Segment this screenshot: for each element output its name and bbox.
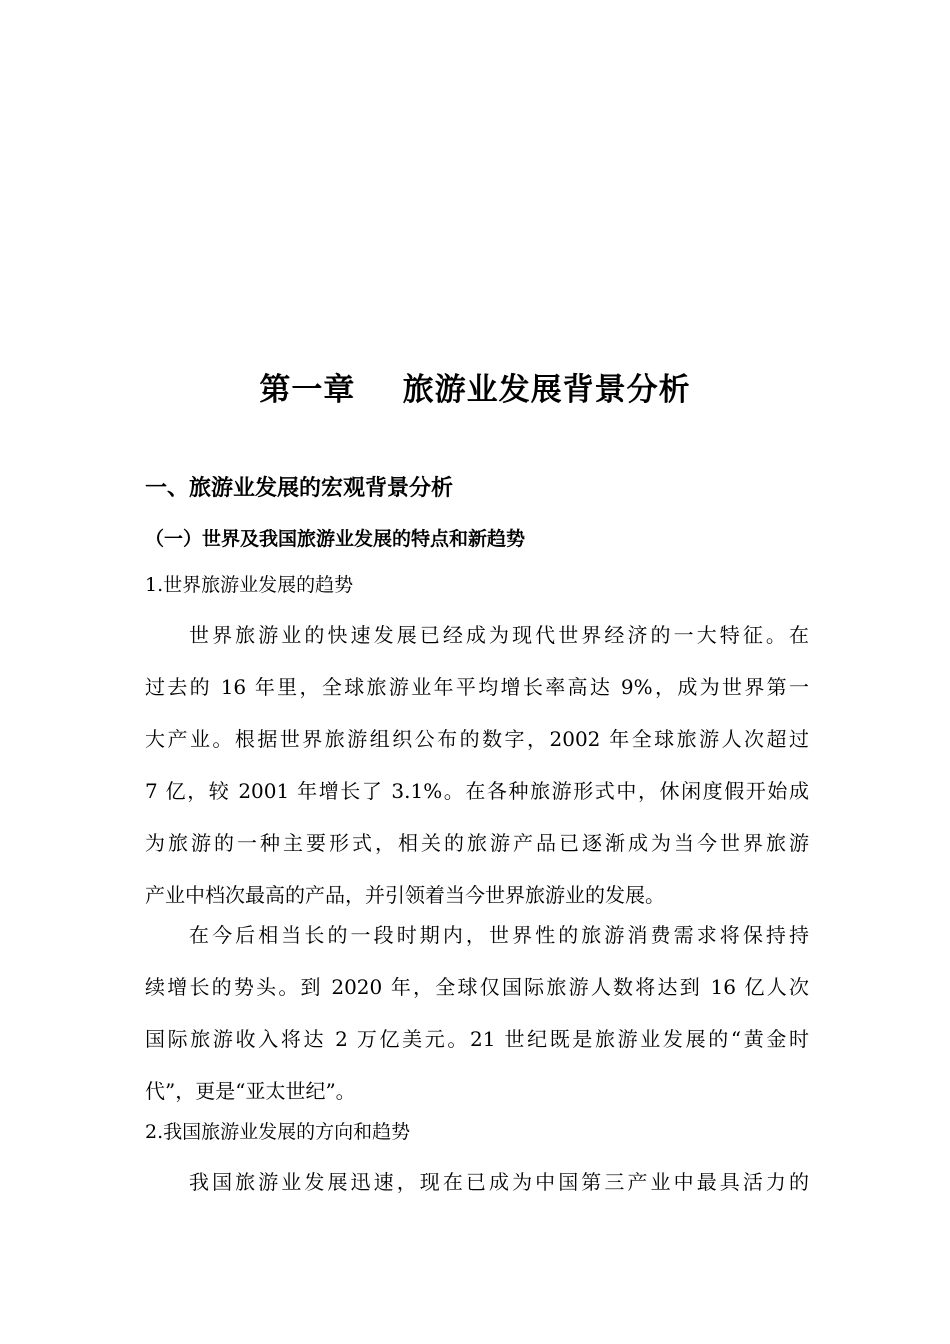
paragraph-line: 产业中档次最高的产品，并引领着当今世界旅游业的发展。: [145, 883, 665, 907]
paragraph-line: 我国旅游业发展迅速，现在已成为中国第三产业中最具活力的: [189, 1170, 809, 1194]
subsection-title: （一）世界及我国旅游业发展的特点和新趋势: [145, 528, 526, 550]
section-title: 一、旅游业发展的宏观背景分析: [145, 476, 454, 501]
item-title-world-trend: 1.世界旅游业发展的趋势: [145, 574, 354, 596]
paragraph-china-tourism: [145, 1156, 809, 1208]
paragraph-line: 大产业。根据世界旅游组织公布的数字，2002 年全球旅游人次超过: [145, 727, 809, 751]
paragraph-line: 续增长的势头。到 2020 年，全球仅国际旅游人数将达到 16 亿人次: [145, 975, 809, 999]
paragraph-line: 国际旅游收入将达 2 万亿美元。21 世纪既是旅游业发展的“黄金时: [145, 1027, 809, 1051]
paragraph-world-tourism: [145, 609, 809, 921]
paragraph-future-demand: [145, 909, 809, 1117]
paragraph-line: 过去的 16 年里，全球旅游业年平均增长率高达 9%，成为世界第一: [145, 675, 809, 699]
paragraph-line: 7 亿，较 2001 年增长了 3.1%。在各种旅游形式中，休闲度假开始成: [145, 779, 809, 803]
chapter-title: 第一章 旅游业发展背景分析: [259, 372, 691, 408]
paragraph-line: 代”，更是“亚太世纪”。: [145, 1079, 356, 1103]
item-title-china-trend: 2.我国旅游业发展的方向和趋势: [145, 1121, 411, 1143]
paragraph-line: 为旅游的一种主要形式，相关的旅游产品已逐渐成为当今世界旅游: [145, 831, 809, 855]
paragraph-line: 在今后相当长的一段时期内，世界性的旅游消费需求将保持持: [189, 923, 809, 947]
paragraph-line: 世界旅游业的快速发展已经成为现代世界经济的一大特征。在: [189, 623, 809, 647]
